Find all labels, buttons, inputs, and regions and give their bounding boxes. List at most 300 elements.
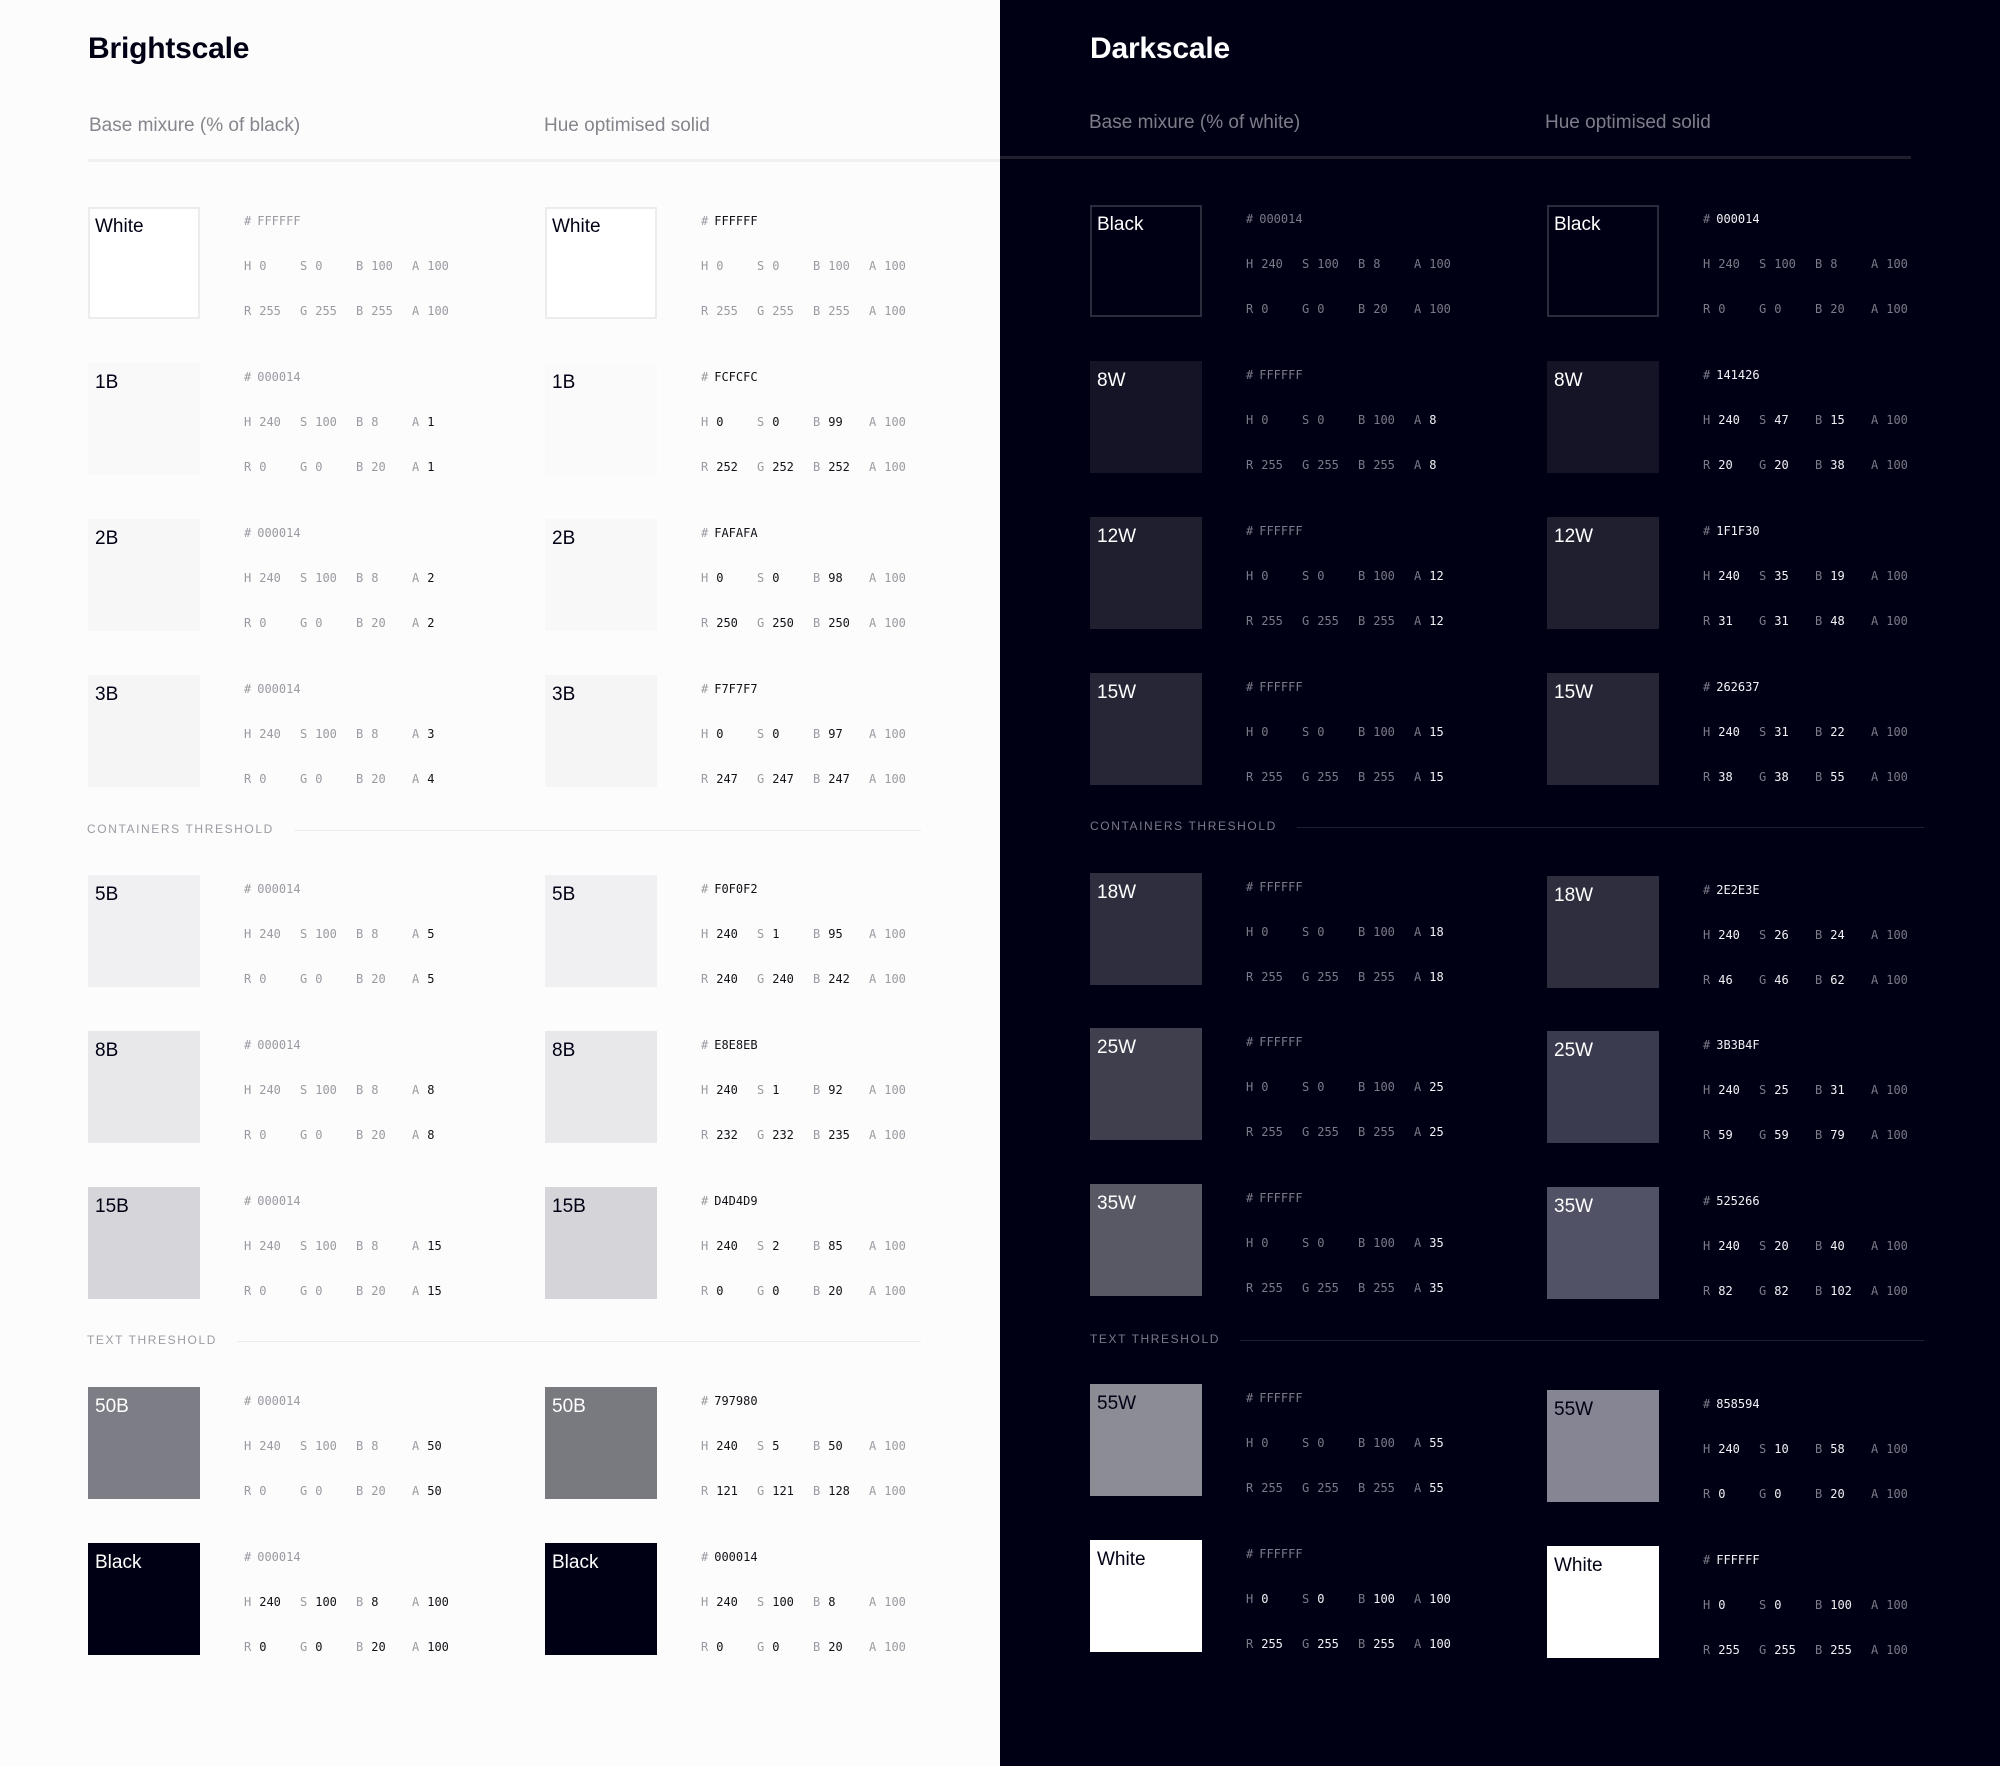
hex-value: # 141426 — [1703, 368, 1760, 382]
channel-value: 0 — [259, 772, 267, 786]
channel-h: H 240 — [1703, 725, 1740, 739]
hex-value: # 000014 — [244, 1394, 301, 1408]
channel-value: 15 — [427, 1284, 442, 1298]
channel-g: G 0 — [1759, 302, 1782, 316]
channel-value: 250 — [828, 616, 850, 630]
channel-value: 100 — [315, 727, 337, 741]
hsba-values — [1246, 1436, 1546, 1450]
channel-bl: B 20 — [356, 772, 386, 786]
channel-value: 100 — [1317, 257, 1339, 271]
rgba-values — [1703, 614, 2000, 628]
channel-b: B 50 — [813, 1439, 843, 1453]
color-values — [701, 675, 1001, 787]
channel-r: R 0 — [1703, 1487, 1726, 1501]
channel-h: H 0 — [701, 259, 724, 273]
rgba-values — [244, 460, 544, 474]
swatch-label: 8B — [95, 1040, 119, 1061]
rgba-values — [1246, 458, 1546, 472]
channel-bl: B 247 — [813, 772, 850, 786]
channel-a2: A 55 — [1414, 1481, 1444, 1495]
channel-b: B 100 — [1358, 569, 1395, 583]
channel-r: R 250 — [701, 616, 738, 630]
rgba-values — [244, 772, 544, 786]
channel-value: 8 — [371, 1239, 379, 1253]
channel-value: 100 — [1886, 1598, 1908, 1612]
channel-value: 38 — [1830, 458, 1845, 472]
channel-value: 0 — [716, 727, 724, 741]
color-swatch — [1090, 361, 1202, 473]
channel-a: A 25 — [1414, 1080, 1444, 1094]
channel-r: R 255 — [244, 304, 281, 318]
channel-r: R 46 — [1703, 973, 1733, 987]
hsba-values — [244, 259, 544, 273]
channel-value: 0 — [1317, 1592, 1325, 1606]
channel-value: 0 — [1261, 1592, 1269, 1606]
rgba-values — [701, 616, 1001, 630]
channel-value: 0 — [772, 1640, 780, 1654]
channel-h: H 240 — [244, 927, 281, 941]
color-token-card — [1090, 1184, 1550, 1296]
channel-s: S 25 — [1759, 1083, 1789, 1097]
channel-value: 20 — [1830, 302, 1845, 316]
channel-a2: A 100 — [1871, 458, 1908, 472]
channel-value: 100 — [1886, 458, 1908, 472]
channel-s: S 26 — [1759, 928, 1789, 942]
channel-value: 255 — [1261, 970, 1283, 984]
color-swatch — [88, 1543, 200, 1655]
channel-a: A 100 — [1871, 257, 1908, 271]
channel-h: H 0 — [1246, 569, 1269, 583]
channel-value: 8 — [1830, 257, 1838, 271]
channel-value: 240 — [1718, 257, 1740, 271]
channel-value: 100 — [1886, 413, 1908, 427]
channel-value: 0 — [772, 727, 780, 741]
channel-value: 255 — [1317, 458, 1339, 472]
channel-value: 255 — [1317, 770, 1339, 784]
hsba-values — [1246, 1592, 1546, 1606]
color-values — [244, 1387, 544, 1499]
channel-value: 242 — [828, 972, 850, 986]
channel-bl: B 128 — [813, 1484, 850, 1498]
channel-value: 102 — [1830, 1284, 1852, 1298]
rgba-values — [701, 304, 1001, 318]
channel-a: A 100 — [869, 1083, 906, 1097]
channel-value: 100 — [315, 415, 337, 429]
channel-value: 252 — [828, 460, 850, 474]
hex-code: D4D4D9 — [714, 1194, 758, 1208]
channel-value: 255 — [1317, 614, 1339, 628]
channel-h: H 240 — [1703, 1442, 1740, 1456]
color-values — [1246, 205, 1546, 317]
color-token-card — [1090, 517, 1550, 629]
hex-code: FAFAFA — [714, 526, 758, 540]
channel-g: G 0 — [300, 616, 323, 630]
channel-value: 62 — [1830, 973, 1845, 987]
hex-value: # D4D4D9 — [701, 1194, 758, 1208]
channel-value: 0 — [1317, 1436, 1325, 1450]
hex-code: 000014 — [257, 526, 301, 540]
channel-g: G 255 — [1302, 1281, 1339, 1295]
color-swatch — [545, 1031, 657, 1143]
hsba-values — [1703, 1598, 2000, 1612]
rgba-values — [1703, 770, 2000, 784]
channel-a2: A 100 — [869, 1128, 906, 1142]
channel-value: 100 — [1373, 569, 1395, 583]
channel-value: 8 — [371, 727, 379, 741]
rgba-values — [1703, 1643, 2000, 1657]
color-swatch — [1547, 1390, 1659, 1502]
swatch-label: 15B — [552, 1196, 586, 1217]
hsba-values — [244, 1083, 544, 1097]
color-swatch — [88, 875, 200, 987]
color-values — [1703, 1546, 2000, 1658]
channel-value: 8 — [371, 1083, 379, 1097]
threshold-divider — [87, 1333, 921, 1349]
channel-h: H 240 — [1703, 1083, 1740, 1097]
channel-value: 100 — [884, 972, 906, 986]
brightscale-title: Brightscale — [88, 32, 250, 65]
channel-value: 8 — [371, 415, 379, 429]
color-swatch — [88, 675, 200, 787]
channel-value: 100 — [315, 1595, 337, 1609]
channel-value: 0 — [1317, 725, 1325, 739]
channel-value: 46 — [1774, 973, 1789, 987]
hex-value: # FFFFFF — [1246, 368, 1303, 382]
channel-b: B 58 — [1815, 1442, 1845, 1456]
channel-value: 82 — [1774, 1284, 1789, 1298]
hsba-values — [701, 1239, 1001, 1253]
channel-g: G 0 — [300, 1284, 323, 1298]
channel-value: 121 — [716, 1484, 738, 1498]
channel-value: 0 — [772, 259, 780, 273]
channel-bl: B 20 — [356, 616, 386, 630]
channel-value: 100 — [1886, 928, 1908, 942]
channel-value: 100 — [427, 1640, 449, 1654]
channel-value: 38 — [1718, 770, 1733, 784]
channel-s: S 100 — [300, 1083, 337, 1097]
channel-value: 100 — [1886, 1284, 1908, 1298]
swatch-label: 8B — [552, 1040, 576, 1061]
channel-value: 255 — [1261, 458, 1283, 472]
channel-r: R 0 — [244, 1484, 267, 1498]
color-token-card — [545, 875, 1005, 987]
channel-bl: B 20 — [356, 1284, 386, 1298]
channel-bl: B 20 — [356, 1640, 386, 1654]
hex-code: FFFFFF — [1259, 1547, 1303, 1561]
rgba-values — [1246, 1281, 1546, 1295]
channel-value: 20 — [828, 1284, 843, 1298]
channel-value: 100 — [1886, 1239, 1908, 1253]
channel-value: 0 — [315, 616, 323, 630]
channel-value: 8 — [1429, 458, 1437, 472]
channel-value: 0 — [1261, 1436, 1269, 1450]
channel-value: 55 — [1429, 1481, 1444, 1495]
channel-a: A 100 — [869, 727, 906, 741]
channel-value: 235 — [828, 1128, 850, 1142]
channel-value: 255 — [1261, 1281, 1283, 1295]
channel-s: S 35 — [1759, 569, 1789, 583]
channel-value: 0 — [315, 772, 323, 786]
channel-a: A 1 — [412, 415, 435, 429]
channel-a: A 100 — [869, 571, 906, 585]
channel-b: B 15 — [1815, 413, 1845, 427]
channel-a2: A 100 — [869, 616, 906, 630]
hex-value: # 3B3B4F — [1703, 1038, 1760, 1052]
channel-value: 100 — [315, 1239, 337, 1253]
swatch-label: 8W — [1097, 370, 1126, 391]
hex-code: 000014 — [257, 882, 301, 896]
channel-h: H 0 — [701, 571, 724, 585]
color-token-card — [1547, 1390, 2000, 1502]
channel-a2: A 18 — [1414, 970, 1444, 984]
channel-r: R 20 — [1703, 458, 1733, 472]
channel-r: R 232 — [701, 1128, 738, 1142]
hsba-values — [244, 1239, 544, 1253]
channel-value: 82 — [1718, 1284, 1733, 1298]
swatch-label: 12W — [1097, 526, 1137, 547]
threshold-line — [294, 830, 921, 831]
color-swatch — [88, 519, 200, 631]
color-token-card — [88, 207, 548, 319]
channel-value: 20 — [1718, 458, 1733, 472]
channel-g: G 255 — [1759, 1643, 1796, 1657]
rgba-values — [701, 972, 1001, 986]
color-values — [701, 207, 1001, 319]
channel-g: G 255 — [1302, 1125, 1339, 1139]
hex-code: 262637 — [1716, 680, 1760, 694]
channel-value: 50 — [828, 1439, 843, 1453]
color-token-card — [1547, 361, 2000, 473]
channel-value: 92 — [828, 1083, 843, 1097]
channel-b: B 100 — [1358, 725, 1395, 739]
hsba-values — [701, 415, 1001, 429]
swatch-label: Black — [1554, 214, 1601, 235]
color-values — [1246, 873, 1546, 985]
channel-value: 48 — [1830, 614, 1845, 628]
channel-value: 35 — [1429, 1236, 1444, 1250]
hex-value: # F7F7F7 — [701, 682, 758, 696]
channel-value: 100 — [884, 571, 906, 585]
channel-value: 0 — [1317, 925, 1325, 939]
channel-value: 240 — [716, 1239, 738, 1253]
channel-value: 0 — [716, 259, 724, 273]
channel-h: H 240 — [1703, 928, 1740, 942]
color-swatch — [88, 1187, 200, 1299]
channel-value: 4 — [427, 772, 435, 786]
channel-g: G 247 — [757, 772, 794, 786]
channel-h: H 240 — [1703, 1239, 1740, 1253]
channel-value: 50 — [427, 1484, 442, 1498]
channel-value: 20 — [371, 1128, 386, 1142]
hsba-values — [1703, 928, 2000, 942]
color-values — [1703, 1031, 2000, 1143]
channel-a2: A 100 — [1871, 302, 1908, 316]
channel-value: 100 — [772, 1595, 794, 1609]
channel-b: B 19 — [1815, 569, 1845, 583]
swatch-label: 55W — [1097, 1393, 1137, 1414]
hex-value: # FFFFFF — [1246, 880, 1303, 894]
channel-b: B 100 — [356, 259, 393, 273]
channel-value: 0 — [1317, 1236, 1325, 1250]
channel-b: B 8 — [813, 1595, 836, 1609]
channel-value: 99 — [828, 415, 843, 429]
hsba-values — [1703, 1442, 2000, 1456]
channel-b: B 92 — [813, 1083, 843, 1097]
channel-value: 240 — [716, 1595, 738, 1609]
channel-g: G 255 — [1302, 1481, 1339, 1495]
channel-value: 59 — [1718, 1128, 1733, 1142]
color-values — [1703, 673, 2000, 785]
swatch-label: 15B — [95, 1196, 129, 1217]
channel-bl: B 20 — [356, 1128, 386, 1142]
channel-b: B 8 — [356, 1595, 379, 1609]
hex-value: # 000014 — [244, 882, 301, 896]
channel-value: 50 — [427, 1439, 442, 1453]
channel-value: 100 — [315, 571, 337, 585]
swatch-label: 3B — [552, 684, 576, 705]
channel-value: 240 — [1718, 569, 1740, 583]
hsba-values — [1246, 413, 1546, 427]
swatch-label: 1B — [552, 372, 576, 393]
channel-value: 240 — [1718, 1239, 1740, 1253]
hex-code: E8E8EB — [714, 1038, 758, 1052]
channel-value: 18 — [1429, 970, 1444, 984]
channel-bl: B 20 — [1358, 302, 1388, 316]
channel-s: S 0 — [1759, 1598, 1782, 1612]
hsba-values — [1246, 925, 1546, 939]
brightscale-base-column-header: Base mixure (% of black) — [89, 115, 301, 136]
color-token-card — [1547, 205, 2000, 317]
channel-h: H 240 — [701, 1083, 738, 1097]
channel-value: 58 — [1830, 1442, 1845, 1456]
channel-value: 100 — [884, 1284, 906, 1298]
color-swatch — [1547, 876, 1659, 988]
swatch-label: 3B — [95, 684, 119, 705]
channel-value: 19 — [1830, 569, 1845, 583]
channel-value: 255 — [828, 304, 850, 318]
color-values — [1246, 1028, 1546, 1140]
channel-value: 38 — [1774, 770, 1789, 784]
color-token-card — [1547, 673, 2000, 785]
channel-r: R 121 — [701, 1484, 738, 1498]
channel-value: 100 — [1373, 1236, 1395, 1250]
hsba-values — [701, 1595, 1001, 1609]
channel-r: R 0 — [244, 1284, 267, 1298]
channel-value: 100 — [1373, 1436, 1395, 1450]
channel-value: 100 — [828, 259, 850, 273]
channel-value: 255 — [1718, 1643, 1740, 1657]
threshold-label: TEXT THRESHOLD — [1090, 1332, 1220, 1346]
channel-a: A 15 — [1414, 725, 1444, 739]
channel-a: A 100 — [1871, 569, 1908, 583]
channel-g: G 0 — [757, 1284, 780, 1298]
channel-value: 0 — [1317, 1080, 1325, 1094]
channel-bl: B 79 — [1815, 1128, 1845, 1142]
channel-bl: B 20 — [356, 1484, 386, 1498]
swatch-label: 5B — [552, 884, 576, 905]
color-values — [1246, 1384, 1546, 1496]
color-swatch — [545, 1387, 657, 1499]
hsba-values — [244, 415, 544, 429]
hex-value: # E8E8EB — [701, 1038, 758, 1052]
channel-value: 0 — [1261, 569, 1269, 583]
channel-s: S 0 — [757, 727, 780, 741]
channel-r: R 247 — [701, 772, 738, 786]
hex-code: FFFFFF — [1259, 880, 1303, 894]
color-swatch — [545, 207, 657, 319]
hsba-values — [244, 1439, 544, 1453]
channel-r: R 59 — [1703, 1128, 1733, 1142]
channel-value: 3 — [427, 727, 435, 741]
channel-value: 85 — [828, 1239, 843, 1253]
channel-b: B 99 — [813, 415, 843, 429]
channel-r: R 240 — [701, 972, 738, 986]
channel-value: 55 — [1429, 1436, 1444, 1450]
hex-code: 000014 — [257, 682, 301, 696]
channel-h: H 0 — [1246, 1080, 1269, 1094]
channel-h: H 240 — [1703, 257, 1740, 271]
channel-s: S 0 — [1302, 925, 1325, 939]
channel-value: 100 — [1373, 1592, 1395, 1606]
hsba-values — [701, 727, 1001, 741]
channel-value: 100 — [1886, 725, 1908, 739]
channel-value: 31 — [1774, 614, 1789, 628]
channel-value: 8 — [371, 571, 379, 585]
channel-g: G 0 — [300, 1484, 323, 1498]
channel-h: H 0 — [244, 259, 267, 273]
channel-value: 20 — [371, 972, 386, 986]
color-swatch — [1547, 1187, 1659, 1299]
channel-value: 47 — [1774, 413, 1789, 427]
hex-code: 000014 — [257, 1038, 301, 1052]
channel-value: 100 — [884, 616, 906, 630]
rgba-values — [244, 1128, 544, 1142]
hsba-values — [1703, 413, 2000, 427]
color-values — [244, 675, 544, 787]
hsba-values — [1246, 569, 1546, 583]
channel-value: 8 — [371, 1439, 379, 1453]
channel-value: 20 — [1774, 1239, 1789, 1253]
channel-bl: B 255 — [813, 304, 850, 318]
color-values — [1703, 361, 2000, 473]
channel-h: H 0 — [701, 727, 724, 741]
color-token-card — [1547, 1546, 2000, 1658]
channel-value: 250 — [716, 616, 738, 630]
channel-a: A 100 — [869, 1439, 906, 1453]
channel-value: 255 — [1261, 1481, 1283, 1495]
color-values — [701, 363, 1001, 475]
channel-a2: A 8 — [412, 1128, 435, 1142]
channel-value: 100 — [315, 927, 337, 941]
channel-value: 20 — [371, 1484, 386, 1498]
channel-r: R 0 — [244, 1640, 267, 1654]
channel-value: 18 — [1429, 925, 1444, 939]
channel-value: 247 — [716, 772, 738, 786]
channel-value: 8 — [1429, 413, 1437, 427]
channel-b: B 100 — [1358, 1236, 1395, 1250]
channel-value: 2 — [427, 616, 435, 630]
channel-r: R 255 — [701, 304, 738, 318]
channel-value: 100 — [1886, 770, 1908, 784]
channel-g: G 255 — [1302, 970, 1339, 984]
channel-bl: B 20 — [1815, 302, 1845, 316]
channel-bl: B 255 — [356, 304, 393, 318]
channel-a: A 8 — [412, 1083, 435, 1097]
color-token-card — [545, 1031, 1005, 1143]
channel-a: A 100 — [869, 927, 906, 941]
channel-b: B 100 — [1358, 413, 1395, 427]
channel-bl: B 255 — [1358, 970, 1395, 984]
